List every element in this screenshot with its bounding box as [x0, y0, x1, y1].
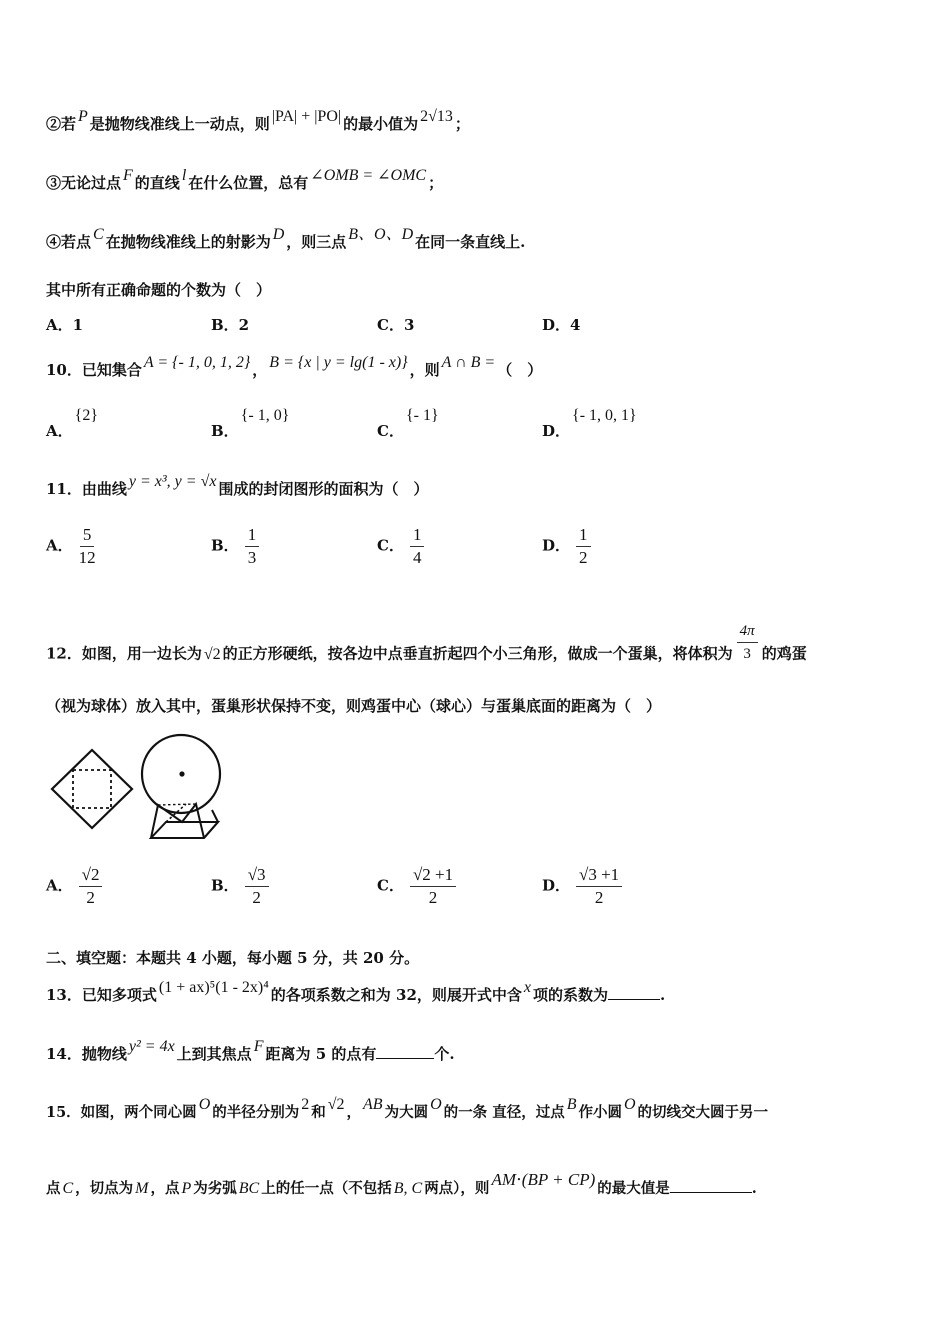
denominator: 2 — [428, 888, 438, 907]
volume-fraction — [737, 622, 758, 663]
text: 在抛物线准线上的射影为 — [105, 233, 271, 251]
text: 围成的封闭图形的面积为（ ） — [218, 480, 429, 498]
option-letter: D． — [542, 422, 571, 440]
math-P: P — [181, 1180, 192, 1197]
fraction — [245, 866, 269, 907]
question-14 — [46, 1038, 455, 1065]
option-letter: B． — [211, 876, 239, 895]
denominator: 2 — [252, 888, 261, 907]
q12-option-c[interactable] — [377, 866, 456, 907]
text: ④若点 — [46, 233, 92, 251]
text: 在同一条直线上. — [415, 233, 526, 251]
answer-blank[interactable] — [608, 985, 660, 1000]
q11-option-a[interactable] — [46, 526, 96, 567]
text: 项的系数为 — [533, 986, 609, 1004]
q12-option-b[interactable] — [211, 866, 269, 907]
text: 14．抛物线 — [46, 1045, 127, 1063]
text: 距离为 5 的点有 — [265, 1045, 377, 1063]
fraction — [79, 526, 96, 567]
option-letter: B． — [211, 422, 239, 440]
math-points: B, C — [393, 1180, 423, 1197]
text: 10．已知集合 — [46, 361, 142, 379]
question-12-line-2: （视为球体）放入其中，蛋巢形状保持不变，则鸡蛋中心（球心）与蛋巢底面的距离为（ ） — [46, 697, 662, 715]
text: ， — [252, 361, 268, 379]
text: ； — [428, 174, 444, 192]
question-15-line-2 — [46, 1170, 757, 1199]
denominator: 2 — [579, 548, 588, 567]
text: ，切点为 — [75, 1180, 134, 1197]
question-10 — [46, 354, 543, 381]
text: ②若 — [46, 115, 77, 133]
text: 11．由曲线 — [46, 480, 127, 498]
q11-option-c[interactable] — [377, 526, 424, 567]
text: 上到其焦点 — [176, 1045, 252, 1063]
fraction — [245, 526, 260, 567]
math-l: l — [181, 167, 187, 184]
q10-option-d[interactable] — [542, 406, 639, 440]
math-arc: BC — [238, 1180, 260, 1197]
denominator: 2 — [594, 888, 604, 907]
text: 的最小值为 — [343, 115, 419, 133]
q9-option-b[interactable]: B．2 — [211, 316, 250, 334]
numerator: 4π — [737, 622, 758, 643]
math-expr: (1 + ax)⁵(1 - 2x)⁴ — [158, 979, 269, 996]
option-letter: C． — [377, 876, 404, 895]
text: 个. — [434, 1045, 455, 1063]
section-heading: 二、填空题：本题共 4 小题，每小题 5 分，共 20 分。 — [46, 949, 420, 967]
math-r1: 2 — [301, 1096, 310, 1113]
numerator: 1 — [245, 526, 260, 547]
text: 的一条 直径，过点 — [443, 1104, 565, 1121]
q11-option-b[interactable] — [211, 526, 259, 567]
q10-option-c[interactable] — [377, 406, 441, 440]
option-letter: B． — [211, 536, 239, 555]
math-r2: √2 — [327, 1096, 345, 1113]
option-value: {2} — [74, 407, 98, 424]
text: 两点），则 — [424, 1180, 490, 1197]
numerator: 1 — [410, 526, 425, 547]
text: 的正方形硬纸，按各边中点垂直折起四个小三角形，做成一个蛋巢，将体积为 — [222, 644, 733, 663]
math-side: √2 — [203, 645, 221, 663]
denominator: 12 — [78, 548, 96, 567]
fraction — [410, 866, 456, 907]
text: . — [660, 986, 666, 1004]
math-O: O — [430, 1096, 442, 1113]
math-expr: y = x³, y = √x — [128, 473, 217, 490]
option-letter: D． — [542, 876, 571, 895]
text: 点 — [46, 1180, 61, 1197]
option-letter: D． — [542, 536, 571, 555]
numerator: √3 +1 — [576, 866, 622, 887]
q10-option-a[interactable] — [46, 406, 100, 440]
text: 的直线 — [134, 174, 180, 192]
question-15-line-1 — [46, 1096, 769, 1123]
math-expr: |PA| + |PO| — [271, 108, 342, 125]
text: 的各项系数之和为 32，则展开式中含 — [270, 986, 522, 1004]
text: 为大圆 — [384, 1104, 429, 1121]
math-set-b: B = {x | y = lg(1 - x)} — [269, 354, 408, 371]
option-letter: A． — [46, 876, 73, 895]
text: ， — [346, 1104, 362, 1121]
math-points: B、O、D — [348, 226, 414, 243]
fraction — [576, 866, 622, 907]
text: 作小圆 — [578, 1104, 622, 1121]
text: 的切线交大圆于另一 — [637, 1104, 769, 1121]
math-C: C — [93, 226, 104, 243]
denominator: 3 — [743, 646, 751, 662]
statement-2 — [46, 108, 470, 135]
fraction — [79, 866, 103, 907]
fraction — [576, 526, 591, 567]
text: 的鸡蛋 — [761, 644, 807, 663]
math-value: 2√13 — [420, 108, 453, 125]
math-set-a: A = {- 1, 0, 1, 2} — [143, 354, 251, 371]
text: ； — [454, 115, 470, 133]
text: 的半径分别为 — [212, 1104, 300, 1121]
q9-ask: 其中所有正确命题的个数为（ ） — [46, 281, 272, 299]
text: 和 — [311, 1104, 326, 1121]
text: 是抛物线准线上一动点，则 — [89, 115, 270, 133]
option-value: {- 1} — [405, 407, 439, 424]
answer-blank[interactable] — [376, 1044, 434, 1059]
q12-option-a[interactable] — [46, 866, 102, 907]
text: 15．如图，两个同心圆 — [46, 1104, 197, 1121]
math-O: O — [623, 1096, 636, 1113]
text: . — [751, 1180, 757, 1197]
math-M: M — [135, 1180, 149, 1197]
q12-option-d[interactable] — [542, 866, 622, 907]
math-F: F — [253, 1038, 264, 1055]
math-expr: AM⋅(BP + CP) — [491, 1170, 596, 1189]
math-AB: AB — [363, 1096, 383, 1113]
question-13 — [46, 979, 666, 1006]
text: ，点 — [150, 1180, 180, 1197]
statement-3 — [46, 167, 444, 194]
q10-option-b[interactable] — [211, 406, 291, 440]
option-letter: A． — [46, 422, 73, 440]
math-expr: y² = 4x — [128, 1038, 175, 1055]
math-B: B — [566, 1096, 577, 1113]
question-11 — [46, 473, 429, 500]
statement-4 — [46, 226, 526, 253]
text: 在什么位置，总有 — [188, 174, 309, 192]
math-D: D — [272, 226, 285, 243]
text: 上的任一点（不包括 — [261, 1180, 392, 1197]
numerator: 5 — [80, 526, 95, 547]
option-letter: A． — [46, 536, 73, 555]
numerator: √2 +1 — [410, 866, 456, 887]
numerator: √2 — [79, 866, 103, 887]
option-letter: C． — [377, 536, 404, 555]
math-P: P — [78, 108, 88, 125]
text: （ ） — [497, 361, 543, 379]
fraction — [410, 526, 425, 567]
q9-option-c[interactable]: C．3 — [377, 316, 415, 334]
text: 的最大值是 — [597, 1180, 670, 1197]
answer-blank[interactable] — [670, 1178, 752, 1193]
denominator: 2 — [86, 888, 95, 907]
text: 12．如图，用一边长为 — [46, 644, 202, 663]
math-expr: A ∩ B = — [441, 354, 496, 371]
text: ，则三点 — [286, 233, 347, 251]
q9-option-a[interactable]: A．1 — [46, 316, 84, 334]
denominator: 3 — [247, 548, 257, 567]
math-x: x — [523, 979, 532, 996]
denominator: 4 — [412, 548, 422, 567]
math-expr: ∠OMB = ∠OMC — [310, 167, 427, 184]
text: ③无论过点 — [46, 174, 122, 192]
option-letter: C． — [377, 422, 404, 440]
math-C: C — [62, 1180, 74, 1197]
numerator: 1 — [576, 526, 591, 547]
math-O: O — [198, 1096, 211, 1113]
option-value: {- 1, 0, 1} — [572, 407, 637, 424]
text: 13．已知多项式 — [46, 986, 157, 1004]
option-value: {- 1, 0} — [240, 407, 290, 424]
egg-nest-figure — [138, 732, 224, 846]
square-paper-figure — [48, 746, 136, 832]
q11-option-d[interactable] — [542, 526, 591, 567]
math-F: F — [123, 167, 133, 184]
text: 为劣弧 — [193, 1180, 237, 1197]
q9-option-d[interactable]: D．4 — [542, 316, 581, 334]
text: ，则 — [409, 361, 440, 379]
numerator: √3 — [245, 866, 269, 887]
